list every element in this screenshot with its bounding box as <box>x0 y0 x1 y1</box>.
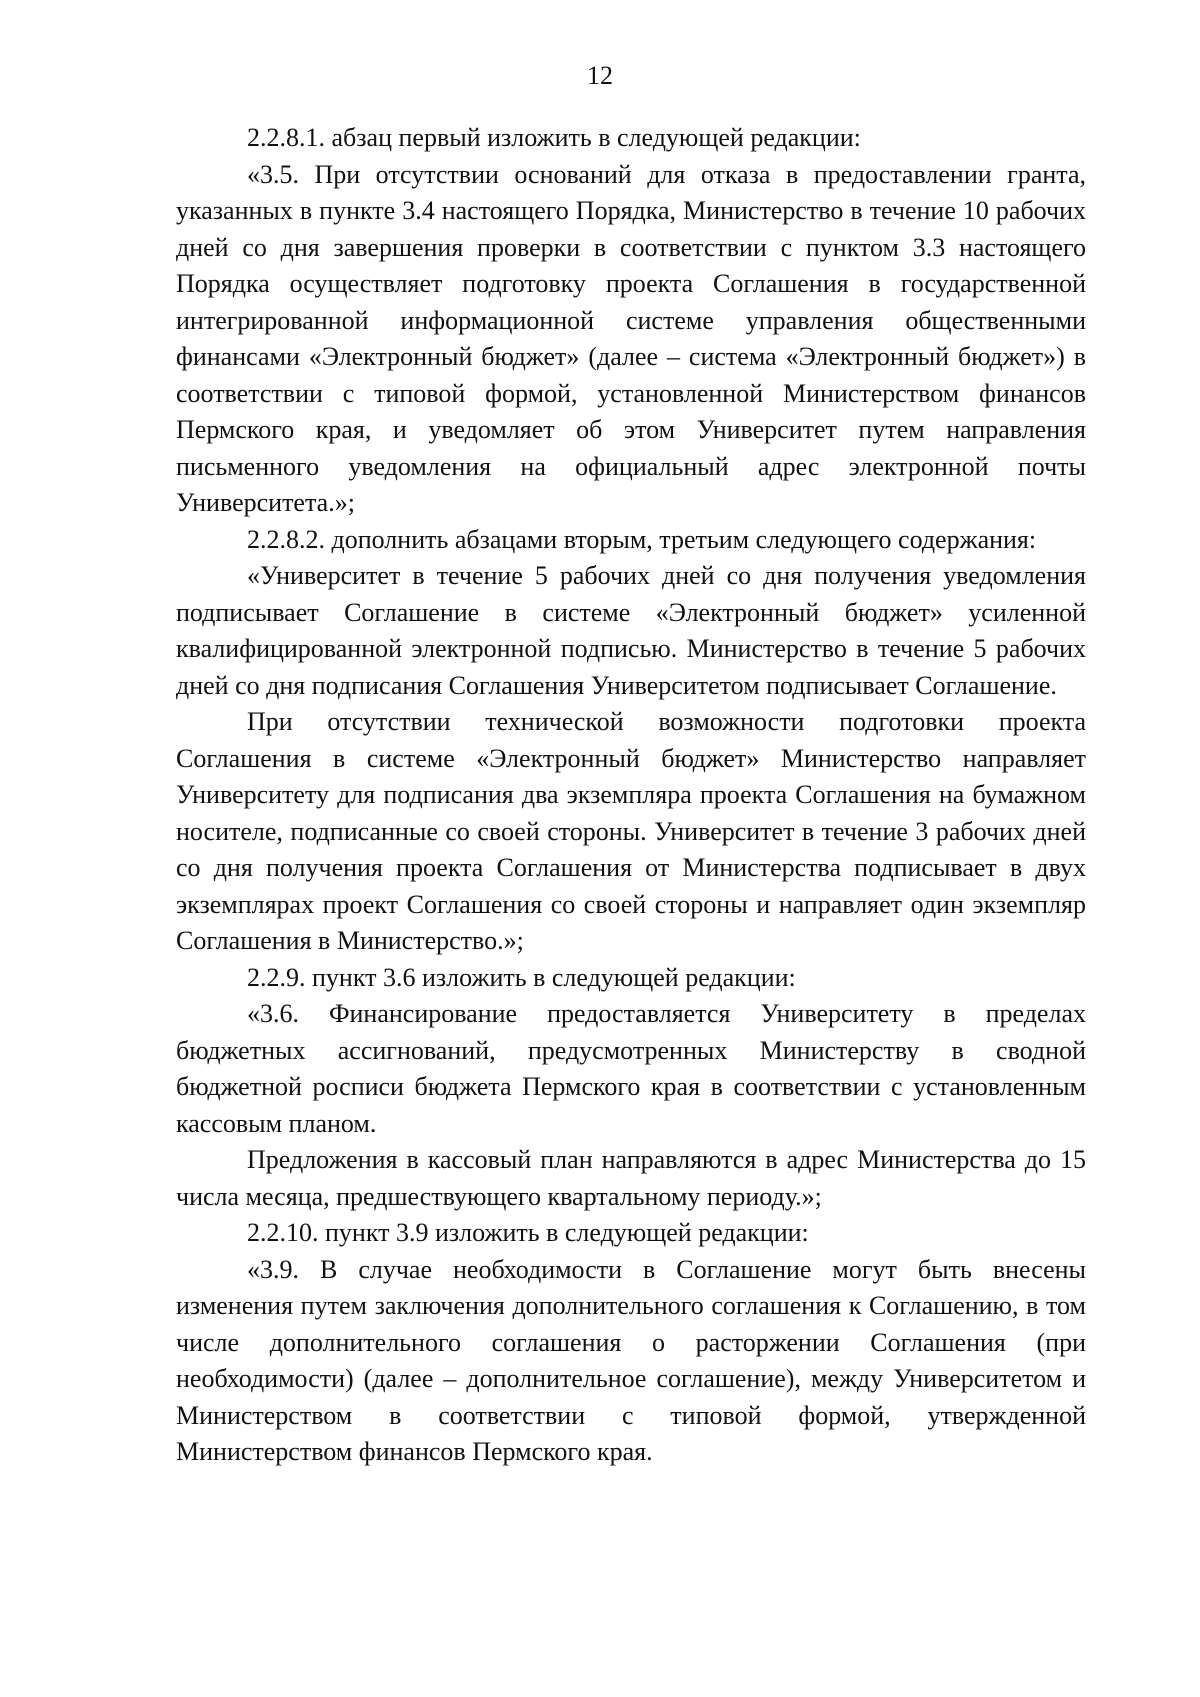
page-number: 12 <box>587 61 613 90</box>
paragraph-university-signing: «Университет в течение 5 рабочих дней со дня получения уведомления подписывает Соглашение в системе «Электронный бюджет» усиленной квалифицированной электронной подписью. Министерство в течение 5 рабочих дней со дня подписания Соглашения Университетом подписывает Соглашение. <box>176 561 1086 700</box>
paragraph-paper-signing: При отсутствии технической возможности подготовки проекта Соглашения в системе «Электронный бюджет» Министерство направляет Университету для подписания два экземпляра проекта Соглашения на бумажном носителе, подписанные со своей стороны. Университет в течение 3 рабочих дней со дня получения проекта Соглашения от Министерства подписывает в двух экземплярах проект Соглашения со своей стороны и направляет один экземпляр Соглашения в Министерство.»; <box>176 707 1086 955</box>
document-body <box>176 120 1086 1471</box>
paragraph-2-2-8-2: 2.2.8.2. дополнить абзацами вторым, третьим следующего содержания: <box>247 524 1037 554</box>
paragraph-2-2-8-1: 2.2.8.1. абзац первый изложить в следующей редакции: <box>247 123 861 152</box>
paragraph-2-2-9: 2.2.9. пункт 3.6 изложить в следующей редакции: <box>247 962 796 992</box>
paragraph-2-2-10: 2.2.10. пункт 3.9 изложить в следующей редакции: <box>247 1218 809 1247</box>
paragraph-3-5-quote: «3.5. При отсутствии оснований для отказа в предоставлении гранта, указанных в пункте 3.4 настоящего Порядка, Министерство в течение 10 рабочих дней со дня завершения проверки в соответствии с пунктом 3.3 настоящего Порядка осуществляет подготовку проекта Соглашения в государственной интегрированной информационной системе управления общественными финансами «Электронный бюджет» (далее – система «Электронный бюджет») в соответствии с типовой формой, установленной Министерством финансов Пермского края, и уведомляет об этом Университет путем направления письменного уведомления на официальный адрес электронной почты Университета.»; <box>176 159 1086 517</box>
paragraph-3-9-quote: «3.9. В случае необходимости в Соглашение могут быть внесены изменения путем заключения дополнительного соглашения к Соглашению, в том числе дополнительного соглашения о расторжении Соглашения (при необходимости) (далее – дополнительное соглашение), между Университетом и Министерством в соответствии с типовой формой, утвержденной Министерством финансов Пермского края. <box>176 1254 1086 1466</box>
paragraph-cash-plan: Предложения в кассовый план направляются в адрес Министерства до 15 числа месяца, предшествующего квартальному периоду.»; <box>176 1145 1086 1211</box>
paragraph-3-6-quote: «3.6. Финансирование предоставляется Университету в пределах бюджетных ассигнований, предусмотренных Министерству в сводной бюджетной росписи бюджета Пермского края в соответствии с установленным кассовым планом. <box>176 999 1086 1138</box>
